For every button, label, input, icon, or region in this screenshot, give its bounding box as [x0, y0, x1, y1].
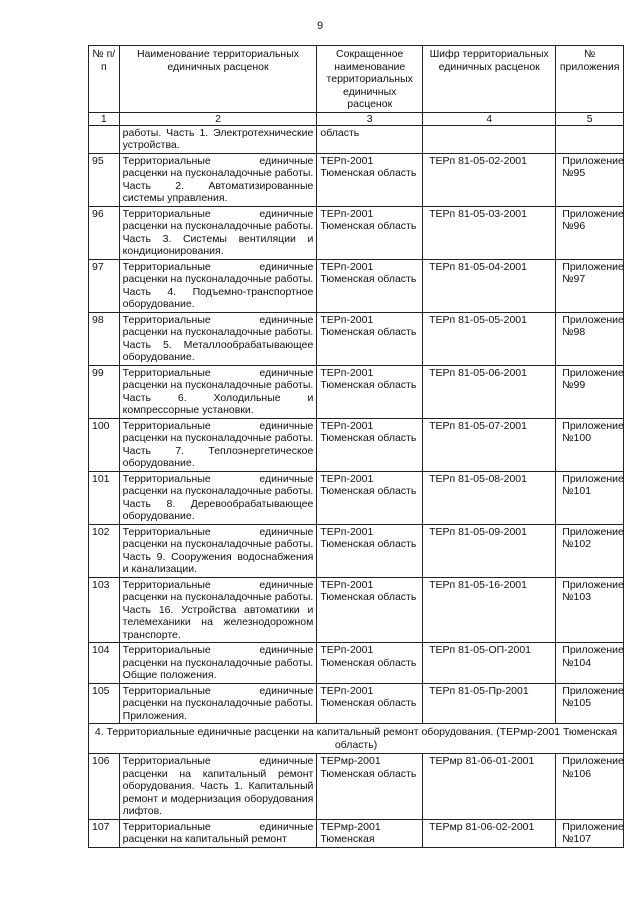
rate-code: ТЕРп 81-05-05-2001 [423, 312, 556, 365]
table-row [89, 754, 624, 820]
rate-code: ТЕРмр 81-06-02-2001 [423, 819, 556, 847]
table-row [89, 125, 624, 153]
column-index: 2 [119, 112, 317, 125]
rate-code: ТЕРп 81-05-02-2001 [423, 153, 556, 206]
row-number: 95 [89, 153, 120, 206]
row-number: 96 [89, 206, 120, 259]
column-index: 1 [89, 112, 120, 125]
appendix-number: Приложение №104 [556, 643, 624, 684]
appendix-number: Приложение №103 [556, 577, 624, 643]
rate-name: Территориальные единичные расценки на капитальный ремонт оборудования. Часть 1. Капитальный ремонт и модернизация оборудования лифтов. [119, 754, 317, 820]
row-number: 106 [89, 754, 120, 820]
rate-code: ТЕРп 81-05-07-2001 [423, 418, 556, 471]
row-number: 103 [89, 577, 120, 643]
row-number: 98 [89, 312, 120, 365]
rate-name: Территориальные единичные расценки на пусконаладочные работы. Приложения. [119, 683, 317, 724]
table-row [89, 683, 624, 724]
rate-code: ТЕРп 81-05-Пр-2001 [423, 683, 556, 724]
header-num: № п/п [89, 46, 120, 113]
rate-abbreviation: ТЕРп-2001 Тюменская область [317, 577, 423, 643]
rate-name: Территориальные единичные расценки на пусконаладочные работы. Часть 2. Автоматизированные системы управления. [119, 153, 317, 206]
rate-code: ТЕРп 81-05-09-2001 [423, 524, 556, 577]
table-row [89, 365, 624, 418]
header-abbr: Сокращенное наименование территориальных единичных расценок [317, 46, 423, 113]
row-number: 104 [89, 643, 120, 684]
appendix-number: Приложение №105 [556, 683, 624, 724]
rate-abbreviation: ТЕРп-2001 Тюменская область [317, 259, 423, 312]
table-row [89, 819, 624, 847]
table-body-b [89, 754, 624, 848]
rate-abbreviation: ТЕРп-2001 Тюменская область [317, 524, 423, 577]
rate-code: ТЕРп 81-05-03-2001 [423, 206, 556, 259]
rate-code: ТЕРп 81-05-06-2001 [423, 365, 556, 418]
appendix-number: Приложение №96 [556, 206, 624, 259]
rate-name: Территориальные единичные расценки на пусконаладочные работы. Часть 16. Устройства автоматики и телемеханики на железнодорожном транспорте. [119, 577, 317, 643]
column-index: 5 [556, 112, 624, 125]
rate-abbreviation: ТЕРп-2001 Тюменская область [317, 471, 423, 524]
table-row [89, 418, 624, 471]
rate-abbreviation: ТЕРмр-2001 Тюменская область [317, 754, 423, 820]
appendix-number: Приложение №98 [556, 312, 624, 365]
appendix-number: Приложение №97 [556, 259, 624, 312]
column-index: 4 [423, 112, 556, 125]
row-number: 99 [89, 365, 120, 418]
section-heading: 4. Территориальные единичные расценки на капитальный ремонт оборудования. (ТЕРмр-2001 Тюменская область) [89, 724, 624, 754]
row-number: 105 [89, 683, 120, 724]
rate-name: Территориальные единичные расценки на капитальный ремонт [119, 819, 317, 847]
row-number [89, 125, 120, 153]
appendix-number: Приложение №101 [556, 471, 624, 524]
rate-code: ТЕРп 81-05-16-2001 [423, 577, 556, 643]
row-number: 100 [89, 418, 120, 471]
section-heading-row [89, 724, 624, 754]
table-row [89, 643, 624, 684]
rate-name: Территориальные единичные расценки на пусконаладочные работы. Часть 4. Подъемно-транспортное оборудование. [119, 259, 317, 312]
section-body [89, 724, 624, 754]
rate-code: ТЕРп 81-05-ОП-2001 [423, 643, 556, 684]
column-index-row [89, 112, 624, 125]
header-code: Шифр территориальных единичных расценок [423, 46, 556, 113]
appendix-number: Приложение №107 [556, 819, 624, 847]
row-number: 107 [89, 819, 120, 847]
rate-name: Территориальные единичные расценки на пусконаладочные работы. Общие положения. [119, 643, 317, 684]
rate-abbreviation: ТЕРп-2001 Тюменская область [317, 643, 423, 684]
rates-table [88, 45, 624, 848]
rate-code: ТЕРмр 81-06-01-2001 [423, 754, 556, 820]
rate-code: ТЕРп 81-05-04-2001 [423, 259, 556, 312]
appendix-number: Приложение №102 [556, 524, 624, 577]
rate-abbreviation: ТЕРп-2001 Тюменская область [317, 312, 423, 365]
rate-abbreviation: ТЕРп-2001 Тюменская область [317, 365, 423, 418]
rate-abbreviation: область [317, 125, 423, 153]
table-row [89, 206, 624, 259]
rate-abbreviation: ТЕРп-2001 Тюменская область [317, 683, 423, 724]
rate-name: Территориальные единичные расценки на пусконаладочные работы. Часть 7. Теплоэнергетическое оборудование. [119, 418, 317, 471]
appendix-number: Приложение №99 [556, 365, 624, 418]
header-name: Наименование территориальных единичных расценок [119, 46, 317, 113]
rate-name: Территориальные единичные расценки на пусконаладочные работы. Часть 6. Холодильные и компрессорные установки. [119, 365, 317, 418]
rate-name: Территориальные единичные расценки на пусконаладочные работы. Часть 5. Металлообрабатывающее оборудование. [119, 312, 317, 365]
table-row [89, 153, 624, 206]
appendix-number [556, 125, 624, 153]
rate-abbreviation: ТЕРп-2001 Тюменская область [317, 153, 423, 206]
table-row [89, 312, 624, 365]
rate-name: Территориальные единичные расценки на пусконаладочные работы. Часть 8. Деревообрабатывающее оборудование. [119, 471, 317, 524]
row-number: 102 [89, 524, 120, 577]
table-row [89, 577, 624, 643]
appendix-number: Приложение №95 [556, 153, 624, 206]
header-appendix: № приложения [556, 46, 624, 113]
rate-name: работы. Часть 1. Электротехнические устройства. [119, 125, 317, 153]
table-row [89, 524, 624, 577]
appendix-number: Приложение №100 [556, 418, 624, 471]
row-number: 97 [89, 259, 120, 312]
rate-code [423, 125, 556, 153]
column-index: 3 [317, 112, 423, 125]
rate-name: Территориальные единичные расценки на пусконаладочные работы. Часть 9. Сооружения водоснабжения и канализации. [119, 524, 317, 577]
table-row [89, 471, 624, 524]
page-number: 9 [316, 20, 324, 32]
row-number: 101 [89, 471, 120, 524]
rate-abbreviation: ТЕРп-2001 Тюменская область [317, 418, 423, 471]
header-row [89, 46, 624, 113]
rate-abbreviation: ТЕРмр-2001 Тюменская [317, 819, 423, 847]
rate-name: Территориальные единичные расценки на пусконаладочные работы. Часть 3. Системы вентиляции и кондиционирования. [119, 206, 317, 259]
appendix-number: Приложение №106 [556, 754, 624, 820]
rate-abbreviation: ТЕРп-2001 Тюменская область [317, 206, 423, 259]
table-body-a [89, 125, 624, 724]
rate-code: ТЕРп 81-05-08-2001 [423, 471, 556, 524]
table-row [89, 259, 624, 312]
